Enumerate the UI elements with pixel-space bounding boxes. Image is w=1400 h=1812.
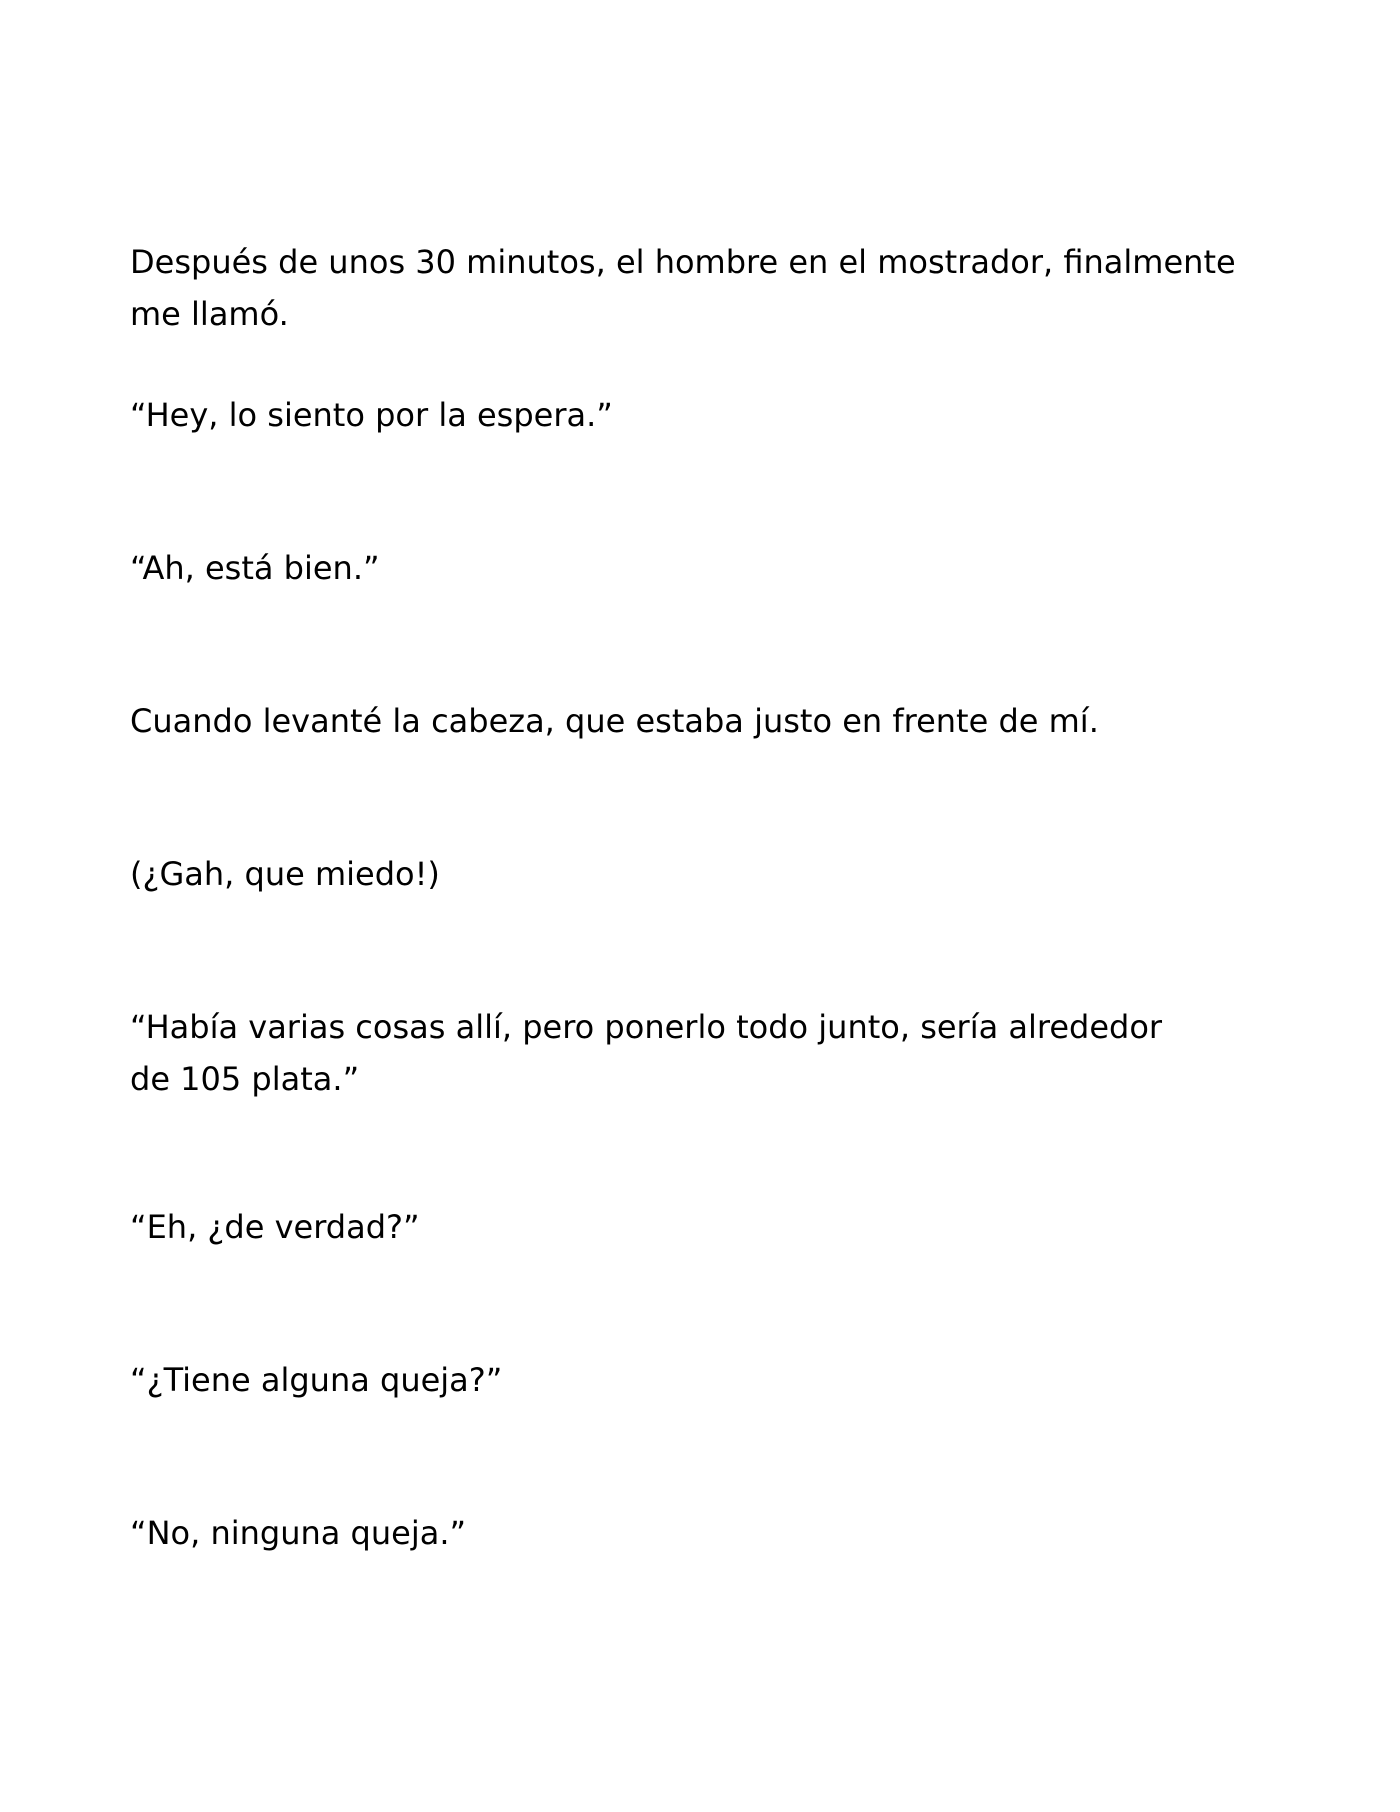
paragraph-narration-look-up: Cuando levanté la cabeza, que estaba justo en frente de mí. [130, 702, 1099, 740]
paragraph-narration-wait: Después de unos 30 minutos, el hombre en el mostrador, finalmente me llamó. [130, 243, 1236, 333]
paragraph-dialogue-price: “Había varias cosas allí, pero ponerlo todo junto, sería alrededor de 105 plata.” [130, 1008, 1163, 1098]
paragraph-dialogue-reply: “Ah, está bien.” [130, 549, 380, 587]
paragraph-dialogue-surprise: “Eh, ¿de verdad?” [130, 1208, 420, 1246]
paragraph-dialogue-complaint-question: “¿Tiene alguna queja?” [130, 1361, 503, 1399]
paragraph-inner-thought: (¿Gah, que miedo!) [130, 855, 440, 893]
paragraph-dialogue-no-complaint: “No, ninguna queja.” [130, 1514, 467, 1552]
paragraph-dialogue-apology: “Hey, lo siento por la espera.” [130, 396, 613, 434]
